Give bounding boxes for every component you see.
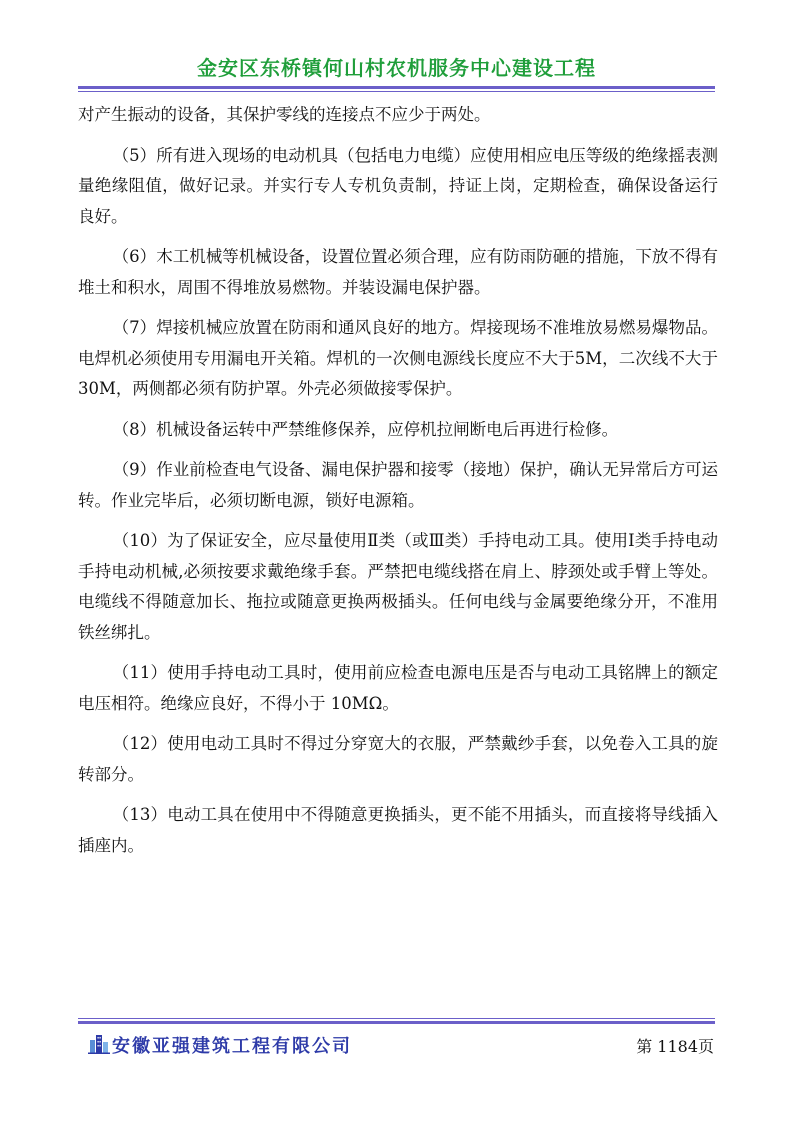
header-rule-thin (78, 91, 715, 92)
paragraph: （12）使用电动工具时不得过分穿宽大的衣服，严禁戴纱手套，以免卷入工具的旋转部分。 (78, 734, 718, 784)
paragraph: （6）木工机械等机械设备，设置位置必须合理，应有防雨防砸的措施，下放不得有堆土和积水，周围不得堆放易燃物。并装设漏电保护器。 (78, 247, 718, 297)
paragraph: （13）电动工具在使用中不得随意更换插头，更不能不用插头，而直接将导线插入插座内。 (78, 805, 718, 855)
footer-bar (80, 1030, 716, 1058)
footer-rule-thin (78, 1018, 715, 1019)
paragraph: （9）作业前检查电气设备、漏电保护器和接零（接地）保护，确认无异常后方可运转。作业完毕后，必须切断电源，锁好电源箱。 (78, 460, 718, 510)
paragraph: （5）所有进入现场的电动机具（包括电力电缆）应使用相应电压等级的绝缘摇表测量绝缘阻值，做好记录。并实行专人专机负责制，持证上岗，定期检查，确保设备运行良好。 (78, 145, 718, 226)
paragraph: （11）使用手持电动工具时，使用前应检查电源电压是否与电动工具铭牌上的额定电压相符。绝缘应良好，不得小于 10MΩ。 (78, 663, 718, 713)
paragraph: （10）为了保证安全，应尽量使用Ⅱ类（或Ⅲ类）手持电动工具。使用Ⅰ类手持电动手持电动机械,必须按要求戴绝缘手套。严禁把电缆线搭在肩上、脖颈处或手臂上等处。电缆线不得随意加长、拖拉或随意更换两极插头。任何电线与金属要绝缘分开，不准用铁丝绑扎。 (78, 531, 718, 642)
page-number: 第 1184页 (636, 1037, 714, 1056)
building-logo-icon (88, 1032, 110, 1054)
paragraph: （8）机械设备运转中严禁维修保养，应停机拉闸断电后再进行检修。 (112, 419, 619, 439)
page-title: 金安区东桥镇何山村农机服务中心建设工程 (197, 56, 596, 80)
document-body (78, 100, 718, 871)
header-rule-thick (78, 86, 715, 89)
footer-rule-thick (78, 1021, 715, 1024)
company-name: 安徽亚强建筑工程有限公司 (112, 1036, 352, 1057)
paragraph: （7）焊接机械应放置在防雨和通风良好的地方。焊接现场不准堆放易燃易爆物品。电焊机必须使用专用漏电开关箱。焊机的一次侧电源线长度应不大于5M，二次线不大于 30M，两侧都必须有防护罩。外壳必须做接零保护。 (78, 318, 718, 398)
paragraph: 对产生振动的设备，其保护零线的连接点不应少于两处。 (78, 105, 491, 124)
